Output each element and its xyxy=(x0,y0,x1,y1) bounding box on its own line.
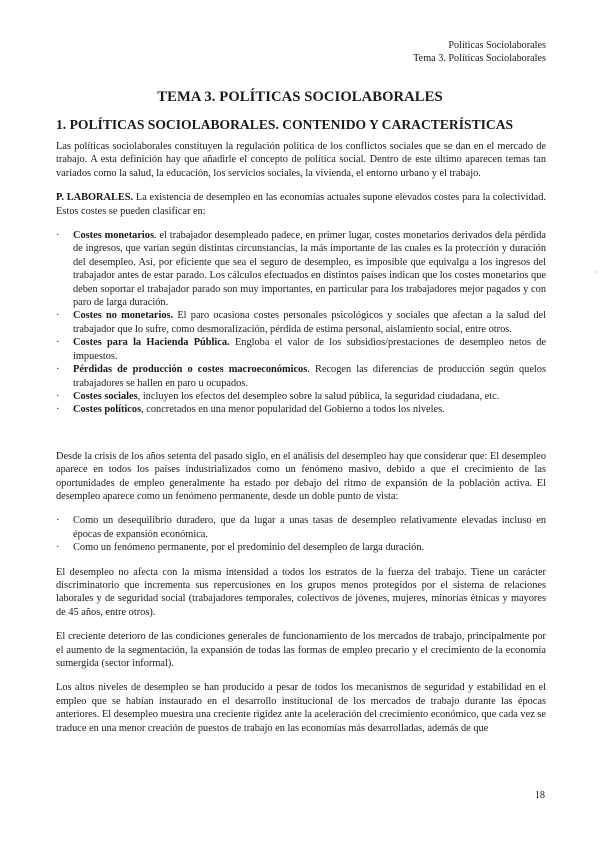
afecta-paragraph: El desempleo no afecta con la misma intensidad a todos los estratos de la fuerza del trabajo. Tiene un carácter discriminatorio que incrementa sus repercusiones en los grupos menos protegidos por el sistema de relaciones laborales y de seguridad social (trabajadores temporales, colectivos de jóvenes, mujeres, minorías étnicas y mayores de 45 años, entre otros). xyxy=(56,566,546,618)
running-header xyxy=(413,39,546,65)
chapter-title: TEMA 3. POLÍTICAS SOCIOLABORALES xyxy=(157,89,443,105)
list-item xyxy=(56,336,546,363)
deterioro-paragraph: El creciente deterioro de las condiciones generales de funcionamiento de los mercados de trabajo, principalmente por el aumento de la segmentación, la expansión de todas las formas de empleo precario y el crecimiento de la economía sumergida (sector informal). xyxy=(56,631,546,669)
cost-desc: Engloba el valor de los subsidios/prestaciones de desempleo netos de impuestos. xyxy=(73,337,547,362)
cost-term: Pérdidas de producción o costes macroeconómicos xyxy=(73,364,308,376)
list-item: · Como un fenómeno permanente, por el predominio del desempleo de larga duración. xyxy=(56,541,546,554)
cost-list xyxy=(56,229,546,417)
points-list xyxy=(56,514,546,554)
margin-mark: · xyxy=(594,268,597,277)
cost-desc: . Recogen las diferencias de producción según quelos trabajadores se hallen en paro u ocupados. xyxy=(73,364,547,389)
laborales-label: P. LABORALES. xyxy=(56,192,134,204)
list-item xyxy=(56,229,546,309)
list-item: · Como un desequilibrio duradero, que da lugar a unas tasas de desempleo relativamente elevadas incluso en épocas de expansión económica. xyxy=(56,514,546,541)
laborales-text: La existencia de desempleo en las economías actuales supone elevados costes para la colectividad. Estos costes se pueden clasificar en: xyxy=(56,192,546,217)
altos-paragraph: Los altos niveles de desempleo se han producido a pesar de todos los mecanismos de seguridad y estabilidad en el empleo que se habían instaurado en el desarrollo institucional de los mercados de trabajo durante las épocas anteriores. El desempleo muestra una creciente rigidez ante la aceleración del crecimiento económico, que cada vez se traduce en una menor creación de puestos de trabajo en las economías más desarrolladas, además de que xyxy=(56,682,546,734)
cost-desc: , concretados en una menor popularidad del Gobierno a todos los niveles. xyxy=(141,404,445,416)
spacer xyxy=(56,428,546,450)
body-text xyxy=(56,140,546,746)
crisis-paragraph: Desde la crisis de los años setenta del pasado siglo, en el análisis del desempleo hay que considerar que: El desempleo aparece en todos los países industrializados como un fenómeno masivo, debido a que el crecimiento de las oportunidades de empleo generalmente ha estado por debajo del ritmo de expansión de la población activa. El desempleo aparece como un fenómeno permanente, desde un doble punto de vista: xyxy=(56,450,546,502)
cost-term: Costes políticos xyxy=(73,404,142,416)
list-item xyxy=(56,309,546,336)
list-item xyxy=(56,403,546,416)
header-line-2: Tema 3. Políticas Sociolaborales xyxy=(413,53,546,64)
section-heading: 1. POLÍTICAS SOCIOLABORALES. CONTENIDO Y CARACTERÍSTICAS xyxy=(56,117,514,132)
list-item xyxy=(56,390,546,403)
cost-desc: El paro ocasiona costes personales psicológicos y sociales que afectan a la salud del trabajador que lo sufre, como desmoralización, pérdida de estima personal, aislamiento social, entre otros. xyxy=(73,310,546,335)
cost-term: Costes sociales xyxy=(73,390,138,402)
laborales-paragraph xyxy=(56,191,546,218)
cost-desc: . el trabajador desempleado padece, en primer lugar, costes monetarios derivados dela pérdida de ingresos, que varían según distintas circunstancias, la más importante de las cuales es la protección y duración del desempleo. Así, por eficiente que sea el seguro de desempleo, es imposible que equivalga a los ingresos del trabajador antes de estar parado. Los cálculos efectuados en distintos países indican que los costes monetarios que deben soportar el trabajador parado son muy importantes, en particular para los trabajadores mejor pagados y con paro de larga duración. xyxy=(73,230,546,309)
intro-paragraph: Las políticas sociolaborales constituyen la regulación política de los conflictos sociales que se dan en el mercado de trabajo. A esta definición hay que añadirle el concepto de política social. Dentro de este último aparecen temas tan variados como la salud, la educación, los servicios sociales, la vivienda, el entorno urbano y el trabajo. xyxy=(56,141,546,179)
cost-term: Costes para la Hacienda Pública. xyxy=(73,337,230,349)
list-item xyxy=(56,363,546,390)
cost-term: Costes no monetarios. xyxy=(73,310,174,322)
cost-desc: , incluyen los efectos del desempleo sobre la salud pública, la seguridad ciudadana, etc. xyxy=(137,390,500,402)
page-number: 18 xyxy=(534,790,545,801)
header-line-1: Políticas Sociolaborales xyxy=(448,40,546,51)
cost-term: Costes monetarios xyxy=(73,230,154,242)
